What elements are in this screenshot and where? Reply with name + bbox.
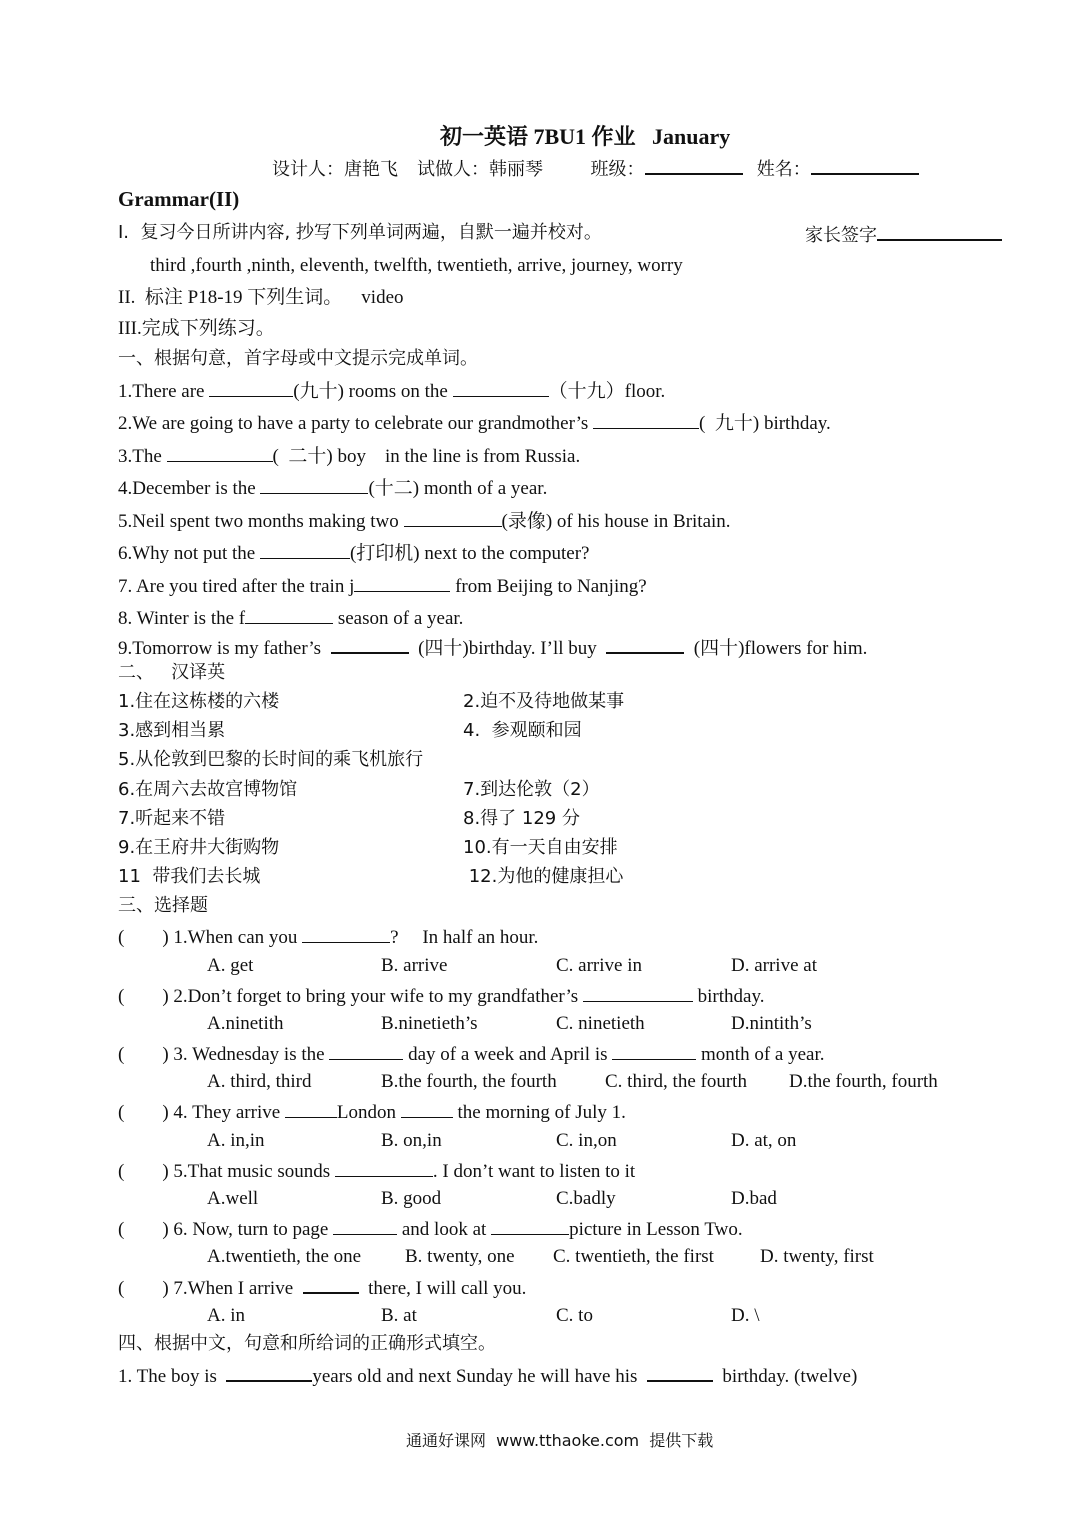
answer-blank <box>285 1099 337 1118</box>
sec1-q6 <box>118 540 590 566</box>
q-text: ( 九十) birthday. <box>699 413 831 434</box>
mc-q2-opt-c[interactable]: C. ninetieth <box>556 1013 645 1034</box>
mc-q4-opt-d[interactable]: D. at, on <box>731 1130 797 1151</box>
q-text: （十九）floor. <box>548 381 666 402</box>
sec2-heading: 二、 汉译英 <box>118 662 226 683</box>
q-text: 4.December is the <box>118 478 261 499</box>
translation-item: 7.听起来不错 <box>118 808 226 829</box>
answer-blank[interactable] <box>647 1362 713 1382</box>
q-text: (四十)birthday. I’ll buy <box>408 638 607 659</box>
sec4-q1 <box>118 1362 857 1389</box>
mc-q3-opt-a[interactable]: A. third, third <box>207 1071 312 1092</box>
mc-q2-opt-b[interactable]: B.ninetieth’s <box>381 1013 478 1034</box>
q-text: the morning of July 1. <box>452 1102 626 1123</box>
mc-q3-opt-d[interactable]: D.the fourth, fourth <box>789 1071 938 1092</box>
answer-paren[interactable]: ( ) <box>118 1044 169 1065</box>
sec1-q5 <box>118 508 731 534</box>
mc-q6-opt-d[interactable]: D. twenty, first <box>760 1246 874 1267</box>
sec1-q9 <box>118 634 867 661</box>
q-text: 2.Don’t forget to bring your wife to my grandfather’s <box>173 986 583 1007</box>
mc-q4-opt-a[interactable]: A. in,in <box>207 1130 265 1151</box>
mc-q1 <box>118 924 538 950</box>
mc-q6-opt-c[interactable]: C. twentieth, the first <box>553 1246 714 1267</box>
answer-blank[interactable] <box>209 378 293 397</box>
sec1-q7 <box>118 573 647 599</box>
q-text: 5.Neil spent two months making two <box>118 511 404 532</box>
q-text: London <box>336 1102 401 1123</box>
sec1-q8 <box>118 605 463 631</box>
q-text: 9.Tomorrow is my father’s <box>118 638 331 659</box>
q-text: ( 二十) boy in the line is from Russia. <box>272 446 581 467</box>
answer-blank[interactable] <box>226 1362 312 1382</box>
q-text: (十二) month of a year. <box>368 478 548 499</box>
q-text: picture in Lesson Two. <box>569 1219 743 1240</box>
answer-blank[interactable] <box>245 605 333 624</box>
answer-blank[interactable] <box>331 634 409 654</box>
translation-item: 5.从伦敦到巴黎的长时间的乘飞机旅行 <box>118 749 424 770</box>
designer-label: 设计人：唐艳飞 <box>272 159 398 180</box>
q-text: ? In half an hour. <box>390 927 539 948</box>
mc-q7-opt-b[interactable]: B. at <box>381 1305 417 1326</box>
translation-item: 10.有一天自由安排 <box>463 837 618 858</box>
part1-text: I. 复习今日所讲内容, 抄写下列单词两遍，自默一遍并校对。 <box>118 222 602 243</box>
answer-blank <box>329 1041 403 1060</box>
name-label: 姓名： <box>756 159 811 180</box>
parent-sign <box>805 221 1002 248</box>
q-text: 8. Winter is the f <box>118 608 246 629</box>
q-text: years old and next Sunday he will have his <box>312 1366 647 1387</box>
sec1-q3 <box>118 443 580 469</box>
answer-blank[interactable] <box>260 475 368 494</box>
answer-blank <box>491 1216 569 1235</box>
answer-paren[interactable]: ( ) <box>118 1278 169 1299</box>
answer-paren[interactable]: ( ) <box>118 1102 169 1123</box>
answer-blank <box>302 924 390 943</box>
parent-sign-label: 家长签字 <box>805 225 877 246</box>
q-text: 3.The <box>118 446 167 467</box>
section-grammar-heading: Grammar(II) <box>118 187 240 211</box>
mc-q5 <box>118 1158 635 1184</box>
translation-item: 2.迫不及待地做某事 <box>463 691 625 712</box>
q-text: (九十) rooms on the <box>293 381 453 402</box>
answer-blank[interactable] <box>354 573 450 592</box>
q-text: (录像) of his house in Britain. <box>501 511 731 532</box>
q-text: month of a year. <box>696 1044 825 1065</box>
q-text: 1.When can you <box>173 927 303 948</box>
sec1-q1 <box>118 378 665 404</box>
answer-paren[interactable]: ( ) <box>118 986 169 1007</box>
q-text: 4. They arrive <box>173 1102 285 1123</box>
mc-q5-opt-c[interactable]: C.badly <box>556 1188 616 1209</box>
sec1-heading: 一、根据句意，首字母或中文提示完成单词。 <box>118 348 478 369</box>
translation-item: 9.在王府井大街购物 <box>118 837 280 858</box>
mc-q6-opt-b[interactable]: B. twenty, one <box>405 1246 515 1267</box>
sec4-heading: 四、根据中文，句意和所给词的正确形式填空。 <box>118 1333 496 1354</box>
mc-q5-opt-a[interactable]: A.well <box>207 1188 259 1209</box>
answer-blank[interactable] <box>167 443 273 462</box>
mc-q1-opt-c[interactable]: C. arrive in <box>556 955 643 976</box>
translation-item: 7.到达伦敦（2） <box>463 779 600 800</box>
q-text: 3. Wednesday is the <box>173 1044 330 1065</box>
word-list: third ,fourth ,ninth, eleventh, twelfth, twentieth, arrive, journey, worry <box>150 255 683 276</box>
part3-text: III.完成下列练习。 <box>118 318 275 339</box>
translation-item: 1.住在这栋楼的六楼 <box>118 691 280 712</box>
answer-blank <box>583 983 693 1002</box>
mc-q5-opt-d[interactable]: D.bad <box>731 1188 777 1209</box>
mc-q7 <box>118 1274 526 1301</box>
mc-q4-opt-b[interactable]: B. on,in <box>381 1130 442 1151</box>
translation-item: 11 带我们去长城 <box>118 866 261 887</box>
answer-blank <box>303 1274 359 1294</box>
answer-blank[interactable] <box>593 410 699 429</box>
q-text: and look at <box>397 1219 492 1240</box>
answer-blank[interactable] <box>404 508 502 527</box>
answer-paren[interactable]: ( ) <box>118 927 169 948</box>
answer-paren[interactable]: ( ) <box>118 1219 169 1240</box>
mc-q3-opt-c[interactable]: C. third, the fourth <box>605 1071 747 1092</box>
q-text: there, I will call you. <box>358 1278 527 1299</box>
translation-item: 6.在周六去故宫博物馆 <box>118 779 298 800</box>
q-text: 1.There are <box>118 381 210 402</box>
q-text: 1. The boy is <box>118 1366 227 1387</box>
mc-q4-opt-c[interactable]: C. in,on <box>556 1130 617 1151</box>
translation-item: 3.感到相当累 <box>118 720 226 741</box>
mc-q2-opt-a[interactable]: A.ninetith <box>207 1013 284 1034</box>
q-text: 7.When I arrive <box>173 1278 303 1299</box>
mc-q7-opt-c[interactable]: C. to <box>556 1305 593 1326</box>
header-info <box>272 155 919 181</box>
translation-item: 8.得了 129 分 <box>463 808 580 829</box>
q-text: birthday. (twelve) <box>712 1366 858 1387</box>
q-text: birthday. <box>692 986 765 1007</box>
q-text: 7. Are you tired after the train j <box>118 576 355 597</box>
mc-q1-opt-b[interactable]: B. arrive <box>381 955 448 976</box>
q-text: season of a year. <box>333 608 464 629</box>
answer-blank <box>335 1158 433 1177</box>
class-label: 班级： <box>590 159 645 180</box>
sec1-q4 <box>118 475 547 501</box>
part2-text: II. 标注 P18-19 下列生词。 video <box>118 287 404 308</box>
q-text: 6. Now, turn to page <box>173 1219 334 1240</box>
answer-blank[interactable] <box>453 378 549 397</box>
q-text: 6.Why not put the <box>118 543 260 564</box>
answer-blank[interactable] <box>606 634 684 654</box>
answer-blank <box>333 1216 397 1235</box>
q-text: day of a week and April is <box>403 1044 613 1065</box>
answer-blank <box>612 1041 696 1060</box>
sec1-q2 <box>118 410 831 436</box>
name-blank[interactable] <box>811 155 919 175</box>
tester-label: 试做人：韩丽琴 <box>417 159 543 180</box>
mc-q2 <box>118 983 764 1009</box>
mc-q3-opt-b[interactable]: B.the fourth, the fourth <box>381 1071 557 1092</box>
mc-q6 <box>118 1216 743 1242</box>
q-text: 2.We are going to have a party to celebrate our grandmother’s <box>118 413 594 434</box>
mc-q3 <box>118 1041 824 1067</box>
mc-q4 <box>118 1099 626 1125</box>
answer-paren[interactable]: ( ) <box>118 1161 169 1182</box>
q-text: from Beijing to Nanjing? <box>450 576 647 597</box>
q-text: (打印机) next to the computer? <box>349 543 590 564</box>
answer-blank <box>401 1099 453 1118</box>
translation-item: 4. 参观颐和园 <box>463 720 582 741</box>
mc-q7-opt-a[interactable]: A. in <box>207 1305 245 1326</box>
q-text: (四十)flowers for him. <box>684 638 868 659</box>
mc-q2-opt-d[interactable]: D.nintith’s <box>731 1013 812 1034</box>
translation-item: 12.为他的健康担心 <box>463 866 624 887</box>
class-blank[interactable] <box>645 155 743 175</box>
sec3-heading: 三、选择题 <box>118 895 208 916</box>
mc-q1-opt-a[interactable]: A. get <box>207 955 254 976</box>
answer-blank[interactable] <box>260 540 350 559</box>
mc-q5-opt-b[interactable]: B. good <box>381 1188 442 1209</box>
q-text: 5.That music sounds <box>173 1161 335 1182</box>
mc-q1-opt-d[interactable]: D. arrive at <box>731 955 817 976</box>
q-text: . I don’t want to listen to it <box>432 1161 636 1182</box>
parent-sign-blank[interactable] <box>877 221 1002 241</box>
page-title: 初一英语 7BU1 作业 January <box>440 124 731 149</box>
mc-q7-opt-d[interactable]: D. \ <box>731 1305 760 1326</box>
mc-q6-opt-a[interactable]: A.twentieth, the one <box>207 1246 362 1267</box>
footer-credit: 通通好课网 www.tthaoke.com 提供下载 <box>406 1431 714 1450</box>
